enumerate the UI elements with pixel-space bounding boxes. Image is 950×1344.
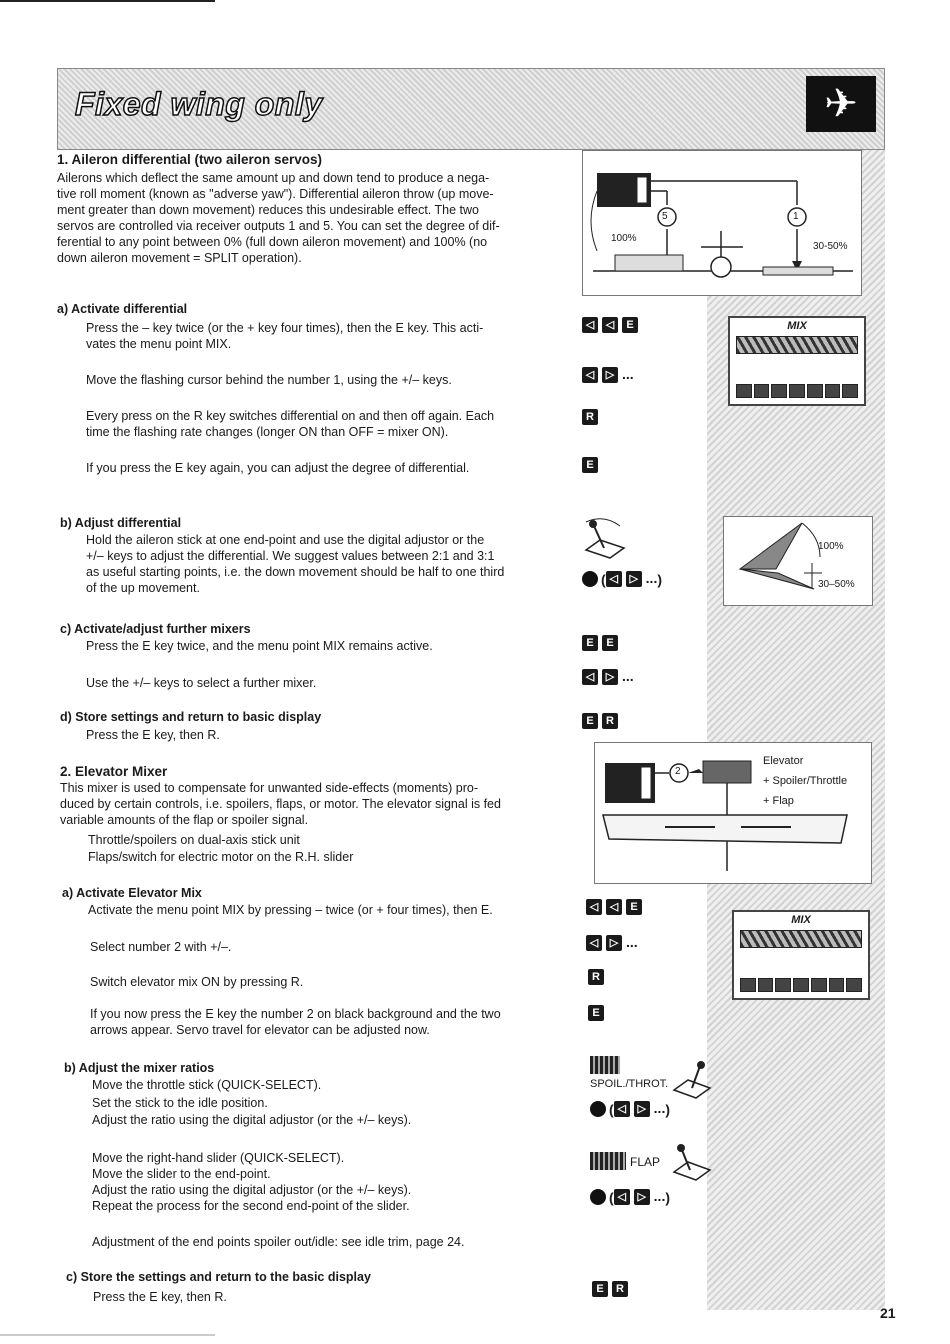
key-sequence — [582, 316, 642, 333]
key-sequence — [590, 1188, 670, 1205]
mix-display-bar — [740, 930, 862, 948]
s2b-title: b) Adjust the mixer ratios — [64, 1061, 215, 1075]
ellipsis: ... — [645, 570, 658, 586]
footer-rule — [0, 1334, 215, 1336]
s2b-line: Adjustment of the end points spoiler out/idle: see idle trim, page 24. — [92, 1235, 465, 1249]
s1b-line: +/– keys to adjust the differential. We suggest values between 2:1 and 3:1 — [86, 549, 495, 563]
s2b-line: Repeat the process for the second end-point of the slider. — [92, 1199, 410, 1213]
s2-para-line: Flaps/switch for electric motor on the R.H. slider — [88, 850, 354, 864]
page-number: 21 — [880, 1305, 896, 1321]
flap-label: FLAP — [630, 1155, 661, 1169]
s1a-line: vates the menu point MIX. — [86, 337, 232, 351]
mix-display — [732, 910, 870, 1000]
s1-para-line: ment greater than down movement) reduces this undesirable effect. The two — [57, 203, 479, 217]
key-sequence — [582, 456, 602, 473]
key-sequence — [582, 408, 602, 425]
s2a-line: Select number 2 with +/–. — [90, 940, 232, 954]
mix-display — [728, 316, 866, 406]
s1c-line: Press the E key twice, and the menu point MIX remains active. — [86, 639, 433, 653]
paren-open: ( — [609, 1101, 614, 1118]
servo-symbol-icon — [590, 1056, 620, 1074]
minus-key-icon: ◁ — [614, 1189, 630, 1205]
key-sequence — [586, 898, 646, 915]
s1b-line: of the up movement. — [86, 581, 200, 595]
minus-key-icon: ◁ — [582, 317, 598, 333]
aileron-diagram — [582, 150, 862, 296]
plus-key-icon: ▷ — [634, 1101, 650, 1117]
stick-icon — [670, 1058, 714, 1100]
s2-para-line: duced by certain controls, i.e. spoilers, flaps, or motor. The elevator signal is fed — [60, 797, 501, 811]
s2a-line: Switch elevator mix ON by pressing R. — [90, 975, 304, 989]
key-sequence — [582, 668, 634, 685]
s2c-title: c) Store the settings and return to the basic display — [66, 1270, 371, 1284]
mix-display-title: MIX — [787, 320, 807, 332]
paren-close: ) — [665, 1101, 671, 1118]
s1a-line: If you press the E key again, you can adjust the degree of differential. — [86, 461, 470, 475]
paren-close: ) — [665, 1189, 671, 1206]
output-1-label: 1 — [793, 211, 799, 222]
elevator-mixer-diagram — [594, 742, 872, 884]
r-key-icon: R — [582, 409, 598, 425]
s1b-line: as useful starting points, i.e. the down movement should be half to one third — [86, 565, 505, 579]
s1c-title: c) Activate/adjust further mixers — [60, 622, 251, 636]
e-key-icon: E — [582, 713, 598, 729]
top-rule — [0, 0, 215, 2]
mix-display-title: MIX — [791, 914, 811, 926]
minus-key-icon: ◁ — [602, 317, 618, 333]
e-key-icon: E — [582, 457, 598, 473]
s1d-title: d) Store settings and return to basic display — [60, 710, 322, 724]
e-key-icon: E — [622, 317, 638, 333]
e-key-icon: E — [602, 635, 618, 651]
s2a-line: Activate the menu point MIX by pressing – twice (or + four times), then E. — [88, 903, 493, 917]
s2a-line: arrows appear. Servo travel for elevator can be adjusted now. — [90, 1023, 430, 1037]
s2a-title: a) Activate Elevator Mix — [62, 886, 202, 900]
minus-key-icon: ◁ — [582, 367, 598, 383]
e-key-icon: E — [588, 1005, 604, 1021]
servo-symbol-icon — [590, 1152, 626, 1170]
flap-mix-label: + Flap — [763, 795, 794, 807]
r-key-icon: R — [588, 969, 604, 985]
mix-display-cells — [740, 978, 862, 992]
output-2-label: 2 — [675, 766, 681, 777]
airplane-icon: ✈ — [806, 76, 876, 132]
s1a-line: Press the – key twice (or the + key four times), then the E key. This acti- — [86, 321, 484, 335]
s1d-line: Press the E key, then R. — [86, 728, 220, 742]
spoil-throt-label: SPOIL./THROT. — [590, 1078, 669, 1090]
digital-adjustor-icon — [590, 1101, 606, 1117]
e-key-icon: E — [592, 1281, 608, 1297]
e-key-icon: E — [626, 899, 642, 915]
stick-icon — [580, 516, 630, 560]
s1a-line: Move the flashing cursor behind the number 1, using the +/– keys. — [86, 373, 452, 387]
mix-display-bar — [736, 336, 858, 354]
digital-adjustor-icon — [582, 571, 598, 587]
ellipsis: ... — [626, 934, 638, 950]
s1-para-line: Ailerons which deflect the same amount up and down tend to produce a nega- — [57, 171, 490, 185]
plus-key-icon: ▷ — [626, 571, 642, 587]
minus-key-icon: ◁ — [586, 935, 602, 951]
digital-adjustor-icon — [590, 1189, 606, 1205]
s2b-line: Move the right-hand slider (QUICK-SELECT). — [92, 1151, 345, 1165]
elevator-label: Elevator — [763, 755, 804, 767]
paren-close: ) — [657, 571, 663, 588]
ellipsis: ... — [622, 668, 634, 684]
percent-30-50-label: 30–50% — [818, 579, 855, 590]
differential-throw-diagram — [723, 516, 873, 606]
s2-para-line: Throttle/spoilers on dual-axis stick unit — [88, 833, 300, 847]
s1a-line: time the flashing rate changes (longer ON than OFF = mixer ON). — [86, 425, 449, 439]
s2b-line: Adjust the ratio using the digital adjustor (or the +/– keys). — [92, 1183, 412, 1197]
minus-key-icon: ◁ — [614, 1101, 630, 1117]
output-5-label: 5 — [662, 211, 668, 222]
paren-open: ( — [609, 1189, 614, 1206]
differential-throw-drawing — [724, 517, 872, 605]
elevator-mixer-drawing — [595, 743, 871, 883]
s1a-line: Every press on the R key switches differential on and then off again. Each — [86, 409, 495, 423]
percent-100-label: 100% — [611, 233, 637, 244]
ellipsis: ... — [653, 1188, 666, 1204]
s2b-line: Adjust the ratio using the digital adjustor (or the +/– keys). — [92, 1113, 412, 1127]
key-sequence — [582, 634, 622, 651]
minus-key-icon: ◁ — [586, 899, 602, 915]
s1c-line: Use the +/– keys to select a further mixer. — [86, 676, 317, 690]
mix-display-cells — [736, 384, 858, 398]
key-sequence — [592, 1280, 632, 1297]
s1b-line: Hold the aileron stick at one end-point and use the digital adjustor or the — [86, 533, 485, 547]
s1-para-line: down aileron movement = SPLIT operation). — [57, 251, 302, 265]
s2b-line: Move the slider to the end-point. — [92, 1167, 271, 1181]
key-sequence — [590, 1100, 670, 1117]
ellipsis: ... — [653, 1100, 666, 1116]
s2-para-line: variable amounts of the flap or spoiler signal. — [60, 813, 309, 827]
s2c-line: Press the E key, then R. — [93, 1290, 227, 1304]
s2b-line: Set the stick to the idle position. — [92, 1096, 268, 1110]
paren-open: ( — [601, 571, 606, 588]
s1b-title: b) Adjust differential — [60, 516, 182, 530]
e-key-icon: E — [582, 635, 598, 651]
spoiler-throttle-label: + Spoiler/Throttle — [763, 775, 848, 787]
r-key-icon: R — [602, 713, 618, 729]
s1-para-line: tive roll moment (known as "adverse yaw"). Differential aileron throw (up move- — [57, 187, 494, 201]
key-sequence — [586, 934, 638, 951]
s1-para-line: ferential to any point between 0% (full down aileron movement) and 100% (no — [57, 235, 488, 249]
plus-key-icon: ▷ — [634, 1189, 650, 1205]
key-sequence — [582, 712, 622, 729]
s1-para-line: servos are controlled via receiver outputs 1 and 5. You can set the degree of dif- — [57, 219, 500, 233]
minus-key-icon: ◁ — [606, 571, 622, 587]
section-1-title: 1. Aileron differential (two aileron servos) — [57, 152, 323, 167]
plus-key-icon: ▷ — [602, 367, 618, 383]
key-sequence — [582, 366, 634, 383]
plus-key-icon: ▷ — [606, 935, 622, 951]
key-sequence — [588, 1004, 608, 1021]
key-sequence — [582, 570, 662, 587]
percent-100-label: 100% — [818, 541, 844, 552]
aileron-diagram-drawing — [583, 151, 861, 295]
s2b-line: Move the throttle stick (QUICK-SELECT). — [92, 1078, 322, 1092]
plus-key-icon: ▷ — [602, 669, 618, 685]
slider-icon — [670, 1140, 714, 1182]
s2a-line: If you now press the E key the number 2 on black background and the two — [90, 1007, 501, 1021]
s2-para-line: This mixer is used to compensate for unwanted side-effects (moments) pro- — [60, 781, 478, 795]
percent-30-50-label: 30-50% — [813, 241, 848, 252]
s1a-title: a) Activate differential — [57, 302, 188, 316]
minus-key-icon: ◁ — [582, 669, 598, 685]
minus-key-icon: ◁ — [606, 899, 622, 915]
r-key-icon: R — [612, 1281, 628, 1297]
key-sequence — [588, 968, 608, 985]
page-title: Fixed wing only — [75, 86, 323, 122]
ellipsis: ... — [622, 366, 634, 382]
section-2-title: 2. Elevator Mixer — [60, 764, 168, 779]
